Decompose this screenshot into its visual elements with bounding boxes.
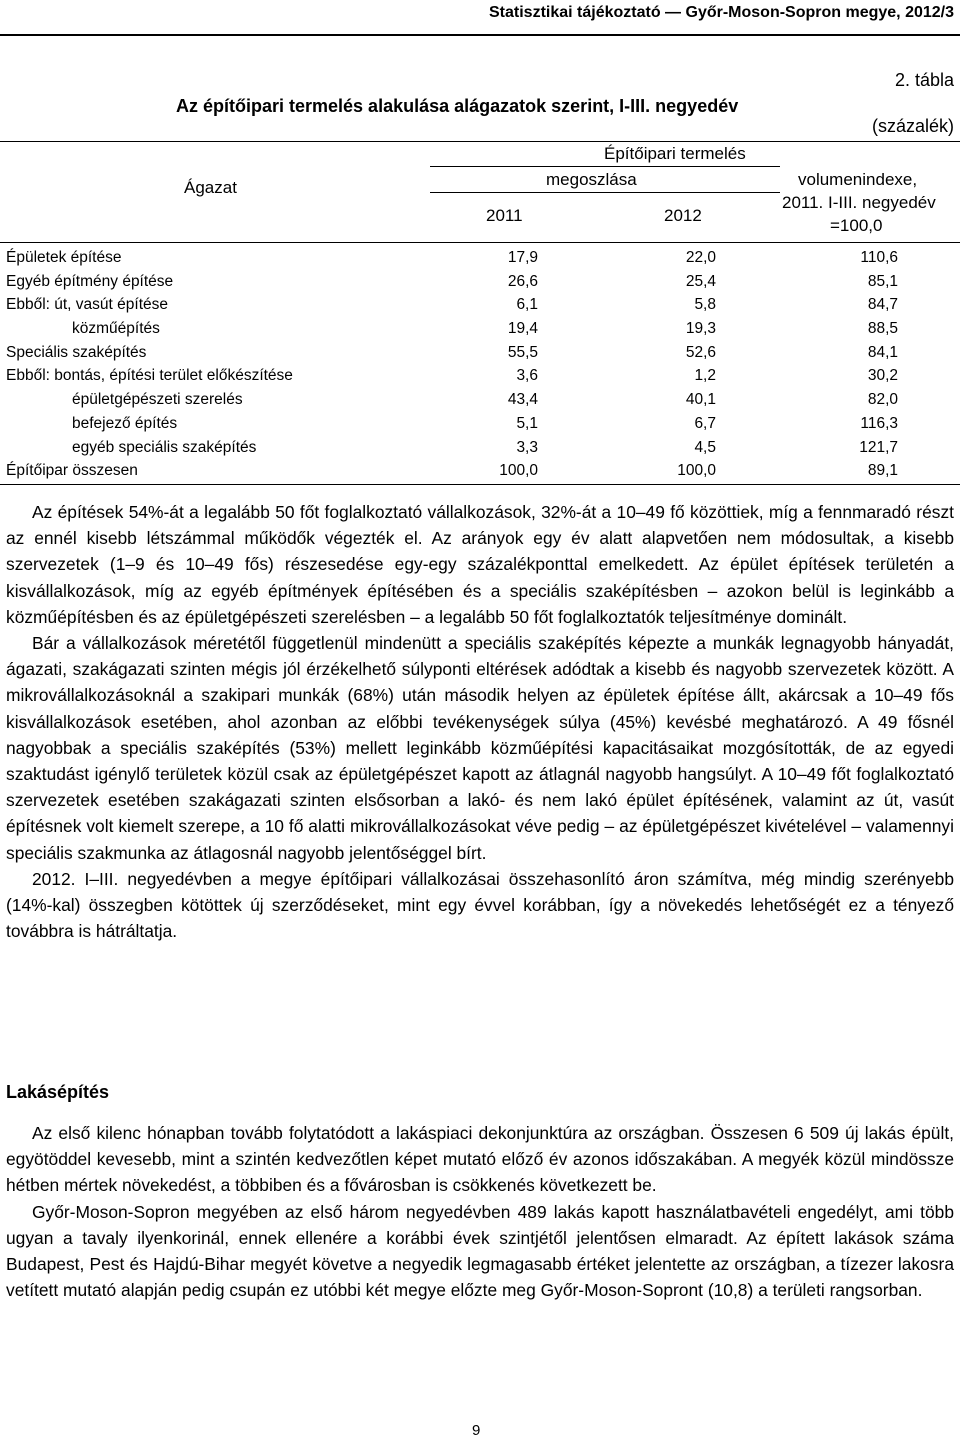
cell-index: 110,6 <box>860 249 898 266</box>
col-header-2012: 2012 <box>664 206 702 225</box>
cell-2011: 55,5 <box>507 343 538 361</box>
cell-2011: 43,4 <box>507 391 538 409</box>
table-header-bottom-rule <box>0 242 960 243</box>
table-row <box>0 364 960 388</box>
col-header-group: Építőipari termelés <box>604 144 746 163</box>
cell-2011: 17,9 <box>507 249 538 266</box>
header-rule <box>0 34 960 36</box>
cell-index: 82,0 <box>867 391 898 409</box>
cell-2012: 22,0 <box>685 249 716 266</box>
cell-index: 85,1 <box>867 272 898 290</box>
col-header-2011: 2011 <box>486 206 523 225</box>
cell-2012: 19,3 <box>685 320 716 338</box>
page-number: 9 <box>472 1422 481 1439</box>
running-header: Statisztikai tájékoztató — Győr-Moson-Sopron megye, 2012/3 <box>489 4 954 21</box>
body-text-block-housing <box>6 1120 954 1303</box>
body-text-block <box>6 499 954 944</box>
paragraph: Bár a vállalkozások méretétől függetlenül mindenütt a speciális szaképítés képezte a munkák legnagyobb hányadát, ágazati, szakágazati szinten mégis jól érzékelhető súlyponti eltérések adódtak a kisebb és nagyobb szervezetek között. A mikrovállalkozásoknál a szakipari munkák (68%) után második helyen az épületek építése állt, akárcsak a 10–49 fős kisvállalkozások esetében, ahol azonban az előbbi tevékenységek súlya (45%) kevésbé meghatározó. A 49 fősnél nagyobbak a speciális szaképítés (53%) mellett leginkább közműépítési kapacitásaikat mozgósították, de az egyedi szaktudást igénylő területek közül csak az épületgépészet kapott az átlagnál nagyobb hangsúlyt. A 10–49 főt foglalkoztató szervezetek esetében szakágazati szinten elsősorban a lakó- és nem lakó épület építésének, valamint az út, vasút építésnek volt kiemelt szerepe, a 10 fő alatti mikrovállalkozásokat véve pedig – az épületgépészet kivételével – valamennyi speciális szakmunka az átlagosnál nagyobb jelentőséggel bírt. <box>6 633 954 863</box>
paragraph: Az első kilenc hónapban tovább folytatódott a lakáspiaci dekonjunktúra az országban. Összesen 6 509 új lakás épült, egyötöddel kevesebb, mint a szintén kedvezőtlen képet mutató előző év azonos időszakában. A megyék közül mindössze hétben mértek növekedést, a többiben és a fővárosban is csökkenés következett be. <box>6 1123 954 1196</box>
cell-2011: 6,1 <box>516 296 538 314</box>
col-header-sector: Ágazat <box>184 178 237 197</box>
cell-2012: 5,8 <box>694 296 716 314</box>
table-row <box>0 412 960 436</box>
cell-2011: 3,3 <box>516 438 538 456</box>
table-title: Az építőipari termelés alakulása alágazatok szerint, I-III. negyedév <box>176 96 739 116</box>
cell-2011: 3,6 <box>516 367 538 385</box>
cell-index: 84,1 <box>867 343 898 361</box>
header-group-rule <box>430 166 780 167</box>
cell-index: 88,5 <box>867 320 898 338</box>
col-header-distribution: megoszlása <box>546 170 637 189</box>
cell-2012: 100,0 <box>677 462 716 480</box>
table-row <box>0 293 960 317</box>
cell-2011: 5,1 <box>516 414 538 432</box>
row-label: egyéb speciális szaképítés <box>72 438 257 456</box>
table-row <box>0 459 960 483</box>
table-row <box>0 270 960 294</box>
row-label: Egyéb építmény építése <box>6 272 174 290</box>
table-row <box>0 246 960 270</box>
cell-2011: 26,6 <box>507 272 538 290</box>
col-header-index-line2: 2011. I-III. negyedév <box>782 193 936 212</box>
table-row <box>0 436 960 460</box>
row-label: Speciális szaképítés <box>6 343 147 361</box>
cell-2012: 25,4 <box>685 272 716 290</box>
table-bottom-rule <box>0 484 960 485</box>
cell-2012: 40,1 <box>685 391 716 409</box>
col-header-index-line3: =100,0 <box>830 216 883 235</box>
row-label: Ebből: út, vasút építése <box>6 296 168 314</box>
table-row <box>0 317 960 341</box>
col-header-index-line1: volumenindexe, <box>798 170 918 189</box>
cell-index: 116,3 <box>860 414 898 432</box>
cell-2012: 6,7 <box>694 414 716 432</box>
section-title: Lakásépítés <box>6 1082 110 1102</box>
table-row <box>0 388 960 412</box>
cell-index: 121,7 <box>859 438 898 456</box>
cell-index: 84,7 <box>867 296 898 314</box>
cell-index: 30,2 <box>867 367 898 385</box>
cell-2012: 4,5 <box>694 438 716 456</box>
table-unit: (százalék) <box>871 116 954 136</box>
row-label: Ebből: bontás, építési terület előkészítése <box>6 367 293 385</box>
paragraph: Győr-Moson-Sopron megyében az első három negyedévben 489 lakás kapott használatbavételi engedélyt, ami több ugyan a tavaly ilyenkorinál, ennek ellenére a korábbi évek szintjétől jelentősen elmaradt. Az épített lakások száma Budapest, Pest és Hajdú-Bihar megyét követve a negyedik legmagasabb értéket jelentette az országban, a tízezer lakosra vetített mutató alapján pedig csupán ez utóbbi két megye előzte meg Győr-Moson-Sopront (10,8) a területi rangsorban. <box>6 1201 954 1301</box>
paragraph: 2012. I–III. negyedévben a megye építőipari vállalkozásai összehasonlító áron számítva, még mindig szerényebb (14%-kal) összegben kötöttek új szerződéseket, mint egy évvel korábban, így a növekedés lehetőségét ez a tényező továbbra is hátráltatja. <box>6 868 954 942</box>
cell-2012: 1,2 <box>694 367 716 385</box>
table-number: 2. tábla <box>894 70 954 90</box>
row-label: Épületek építése <box>6 249 122 266</box>
row-label: befejező építés <box>72 414 178 432</box>
row-label: közműépítés <box>72 320 160 338</box>
row-label: épületgépészeti szerelés <box>72 391 243 409</box>
table-top-rule <box>0 141 960 142</box>
paragraph: Az építések 54%-át a legalább 50 főt foglalkoztató vállalkozások, 32%-át a 10–49 fő közöttiek, míg a fennmaradó részt az ennél kisebb létszámmal működők végezték el. Az arányok egy év alatt alapvetően nem módosultak, a kisebb szervezetek (1–9 és 10–49 fős) részesedése egy-egy százalékponttal emelkedett. Az épület építések területén a kisvállalkozások, míg az egyéb építmények építésében és a speciális szaképítésben – azokon belül is leginkább a közműépítésben és az épületgépészeti szerelésben – a legalább 50 főt foglalkoztatók teljesítménye dominált. <box>6 502 954 627</box>
cell-index: 89,1 <box>867 462 898 480</box>
table-row <box>0 341 960 365</box>
table-body <box>0 246 960 483</box>
cell-2012: 52,6 <box>685 343 716 361</box>
cell-2011: 100,0 <box>499 462 538 480</box>
row-label: Építőipar összesen <box>6 462 138 480</box>
cell-2011: 19,4 <box>507 320 538 338</box>
header-dist-rule <box>430 192 780 193</box>
